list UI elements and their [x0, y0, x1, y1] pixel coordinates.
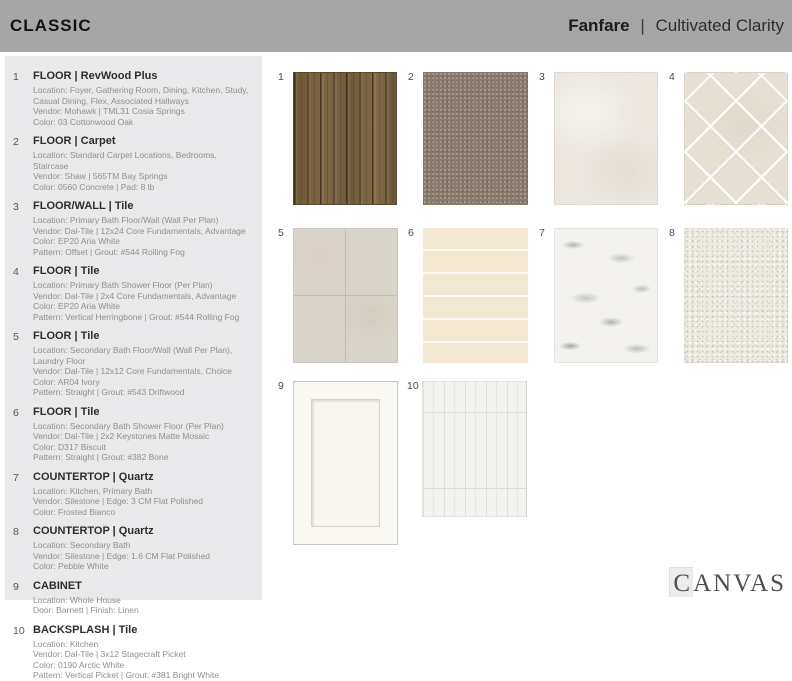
swatch-wood-floor — [278, 71, 397, 205]
cabinet-door-panel — [311, 399, 380, 527]
spec-title: FLOOR | Tile — [33, 405, 100, 418]
spec-details — [33, 150, 252, 192]
veined-quartz-texture — [554, 228, 658, 363]
swatch-number: 5 — [278, 227, 284, 239]
swatch-speckled-quartz — [669, 227, 788, 363]
spec-title: FLOOR/WALL | Tile — [33, 200, 134, 212]
swatch-number: 6 — [408, 227, 414, 239]
plain-tile-texture — [554, 72, 658, 205]
collection-separator: | — [640, 16, 645, 35]
spec-detail-line: Location: Secondary Bath Shower Floor (Per Plan) — [33, 420, 224, 431]
spec-number: 8 — [13, 526, 19, 538]
spec-detail-line: Location: Secondary Bath Floor/Wall (Wall Per Plan), Laundry Floor — [33, 345, 233, 366]
spec-title: FLOOR | RevWood Plus — [33, 70, 158, 82]
spec-detail-line: Location: Kitchen — [33, 638, 99, 649]
spec-detail-line: Location: Secondary Bath — [33, 540, 131, 550]
swatch-carpet — [408, 71, 528, 205]
swatch-plain-tile — [539, 71, 658, 205]
spec-number: 7 — [13, 471, 19, 484]
spec-details — [33, 215, 252, 257]
spec-detail-line: Pattern: Vertical Herringbone | Grout: #544 Rolling Fog — [33, 311, 240, 322]
spec-detail-line: Pattern: Straight | Grout: #543 Driftwood — [33, 387, 185, 397]
spec-detail-line: Color: EP20 Aria White — [33, 236, 120, 246]
spec-item-countertop-secondary — [9, 525, 252, 572]
swatch-herringbone-tile — [669, 71, 788, 205]
spec-detail-line: Location: Primary Bath Floor/Wall (Wall Per Plan) — [33, 215, 219, 225]
spec-body — [33, 265, 252, 322]
spec-details — [33, 540, 252, 572]
spec-number: 4 — [13, 266, 19, 278]
spec-number: 6 — [13, 406, 19, 419]
swatch-number: 8 — [669, 227, 675, 239]
swatch-number: 4 — [669, 71, 675, 83]
collection-tagline: Cultivated Clarity — [655, 16, 784, 35]
spec-number: 1 — [13, 71, 19, 83]
spec-number: 9 — [13, 580, 19, 593]
spec-detail-line: Color: 03 Cottonwood Oak — [33, 116, 134, 127]
swatch-picket-backsplash — [407, 380, 527, 517]
spec-detail-line: Vendor: Shaw | 565TM Bay Springs — [33, 171, 168, 181]
cabinet-door-face — [293, 381, 398, 545]
spec-details — [33, 639, 252, 681]
spec-body — [33, 200, 252, 257]
collection-brand: Fanfare — [568, 16, 630, 35]
spec-number: 5 — [13, 331, 19, 343]
swatch-number: 3 — [539, 71, 545, 83]
spec-detail-line: Pattern: Vertical Picket | Grout: #381 Bright White — [33, 670, 219, 680]
spec-detail-line: Location: Standard Carpet Locations, Bedrooms, Staircase — [33, 150, 217, 171]
spec-body — [33, 406, 252, 463]
spec-detail-line: Location: Primary Bath Shower Floor (Per Plan) — [33, 280, 213, 290]
speckled-quartz-texture — [684, 228, 788, 363]
spec-detail-line: Vendor: Mohawk | TML31 Cosia Springs — [33, 106, 185, 116]
spec-item-backsplash — [9, 624, 252, 681]
spec-number: 2 — [13, 136, 19, 148]
spec-number: 3 — [13, 201, 19, 213]
spec-details — [33, 595, 252, 616]
header-bar — [0, 0, 792, 52]
wood-plank-texture — [293, 72, 397, 205]
spec-detail-line: Color: Pebble White — [33, 561, 109, 571]
spec-detail-line: Vendor: Dal-Tile | 2x4 Core Fundamentals, Advantage — [33, 290, 237, 301]
spec-body — [33, 624, 252, 681]
spec-details — [33, 345, 252, 398]
spec-detail-line: Color: AR04 Ivory — [33, 376, 100, 387]
spec-item-floor-carpet — [9, 135, 252, 192]
spec-detail-line: Vendor: Dal-Tile | 3x12 Stagecraft Picket — [33, 649, 186, 659]
marble-grid-tile-texture — [293, 228, 398, 363]
spec-detail-line: Location: Whole House — [33, 594, 121, 605]
page-title: CLASSIC — [10, 16, 92, 35]
spec-details — [33, 85, 252, 127]
spec-title: COUNTERTOP | Quartz — [33, 470, 154, 483]
spec-item-cabinet — [9, 580, 252, 616]
spec-title: CABINET — [33, 579, 82, 592]
swatch-marble-grid-tile — [278, 227, 398, 363]
herringbone-tile-texture — [684, 72, 788, 205]
swatch-cabinet-door — [278, 380, 398, 545]
carpet-texture — [423, 72, 528, 205]
collection-name — [568, 16, 784, 36]
spec-detail-line: Location: Foyer, Gathering Room, Dining, Kitchen, Study, Casual Dining, Flex, Associated Hallways — [33, 85, 249, 106]
spec-details — [33, 486, 252, 518]
spec-body — [33, 525, 252, 572]
swatch-number: 10 — [407, 380, 419, 392]
spec-body — [33, 471, 252, 518]
spec-title: BACKSPLASH | Tile — [33, 623, 138, 636]
swatch-number: 1 — [278, 71, 284, 83]
spec-item-countertop-kitchen — [9, 471, 252, 518]
spec-detail-line: Color: 0190 Arctic White — [33, 659, 125, 670]
spec-detail-line: Pattern: Offset | Grout: #544 Rolling Fog — [33, 246, 185, 257]
banded-mosaic-texture — [423, 228, 528, 363]
spec-title: FLOOR | Tile — [33, 265, 100, 277]
spec-title: COUNTERTOP | Quartz — [33, 525, 154, 537]
swatch-banded-mosaic — [408, 227, 528, 363]
spec-item-floorwall-tile — [9, 200, 252, 257]
spec-title: FLOOR | Carpet — [33, 135, 116, 147]
spec-detail-line: Vendor: Dal-Tile | 2x2 Keystones Matte Mosaic — [33, 431, 210, 441]
spec-title: FLOOR | Tile — [33, 330, 100, 342]
spec-number: 10 — [13, 624, 25, 637]
spec-item-floor-tile-shower — [9, 265, 252, 322]
swatch-veined-quartz — [539, 227, 658, 363]
spec-detail-line: Color: D317 Biscuit — [33, 441, 106, 452]
spec-body — [33, 580, 252, 616]
picket-tile-texture — [422, 381, 527, 517]
spec-detail-line: Vendor: Silestone | Edge: 3 CM Flat Polished — [33, 496, 203, 506]
spec-body — [33, 135, 252, 192]
spec-detail-line: Color: Frosted Bianco — [33, 506, 116, 517]
spec-detail-line: Location: Kitchen, Primary Bath — [33, 485, 153, 496]
spec-detail-line: Color: 0560 Concrete | Pad: 8 lb — [33, 181, 155, 192]
spec-body — [33, 330, 252, 398]
swatch-number: 9 — [278, 380, 284, 392]
spec-body — [33, 70, 252, 127]
swatch-number: 2 — [408, 71, 414, 83]
spec-detail-line: Vendor: Dal-Tile | 12x24 Core Fundamentals, Advantage — [33, 225, 246, 236]
swatch-number: 7 — [539, 227, 545, 239]
spec-detail-line: Door: Barnett | Finish: Linen — [33, 605, 139, 615]
spec-detail-line: Color: EP20 Aria White — [33, 301, 120, 311]
spec-details — [33, 280, 252, 322]
spec-details — [33, 421, 252, 463]
spec-sidebar — [5, 56, 262, 680]
canvas-logo: CANVAS — [673, 570, 786, 597]
spec-detail-line: Vendor: Silestone | Edge: 1.6 CM Flat Polished — [33, 550, 211, 561]
spec-item-floor-tile-secondary — [9, 330, 252, 398]
spec-detail-line: Pattern: Straight | Grout: #382 Bone — [33, 452, 169, 462]
spec-item-floor-tile-mosaic — [9, 406, 252, 463]
spec-item-floor-revwood — [9, 70, 252, 127]
spec-detail-line: Vendor: Dal-Tile | 12x12 Core Fundamentals, Choice — [33, 366, 232, 376]
